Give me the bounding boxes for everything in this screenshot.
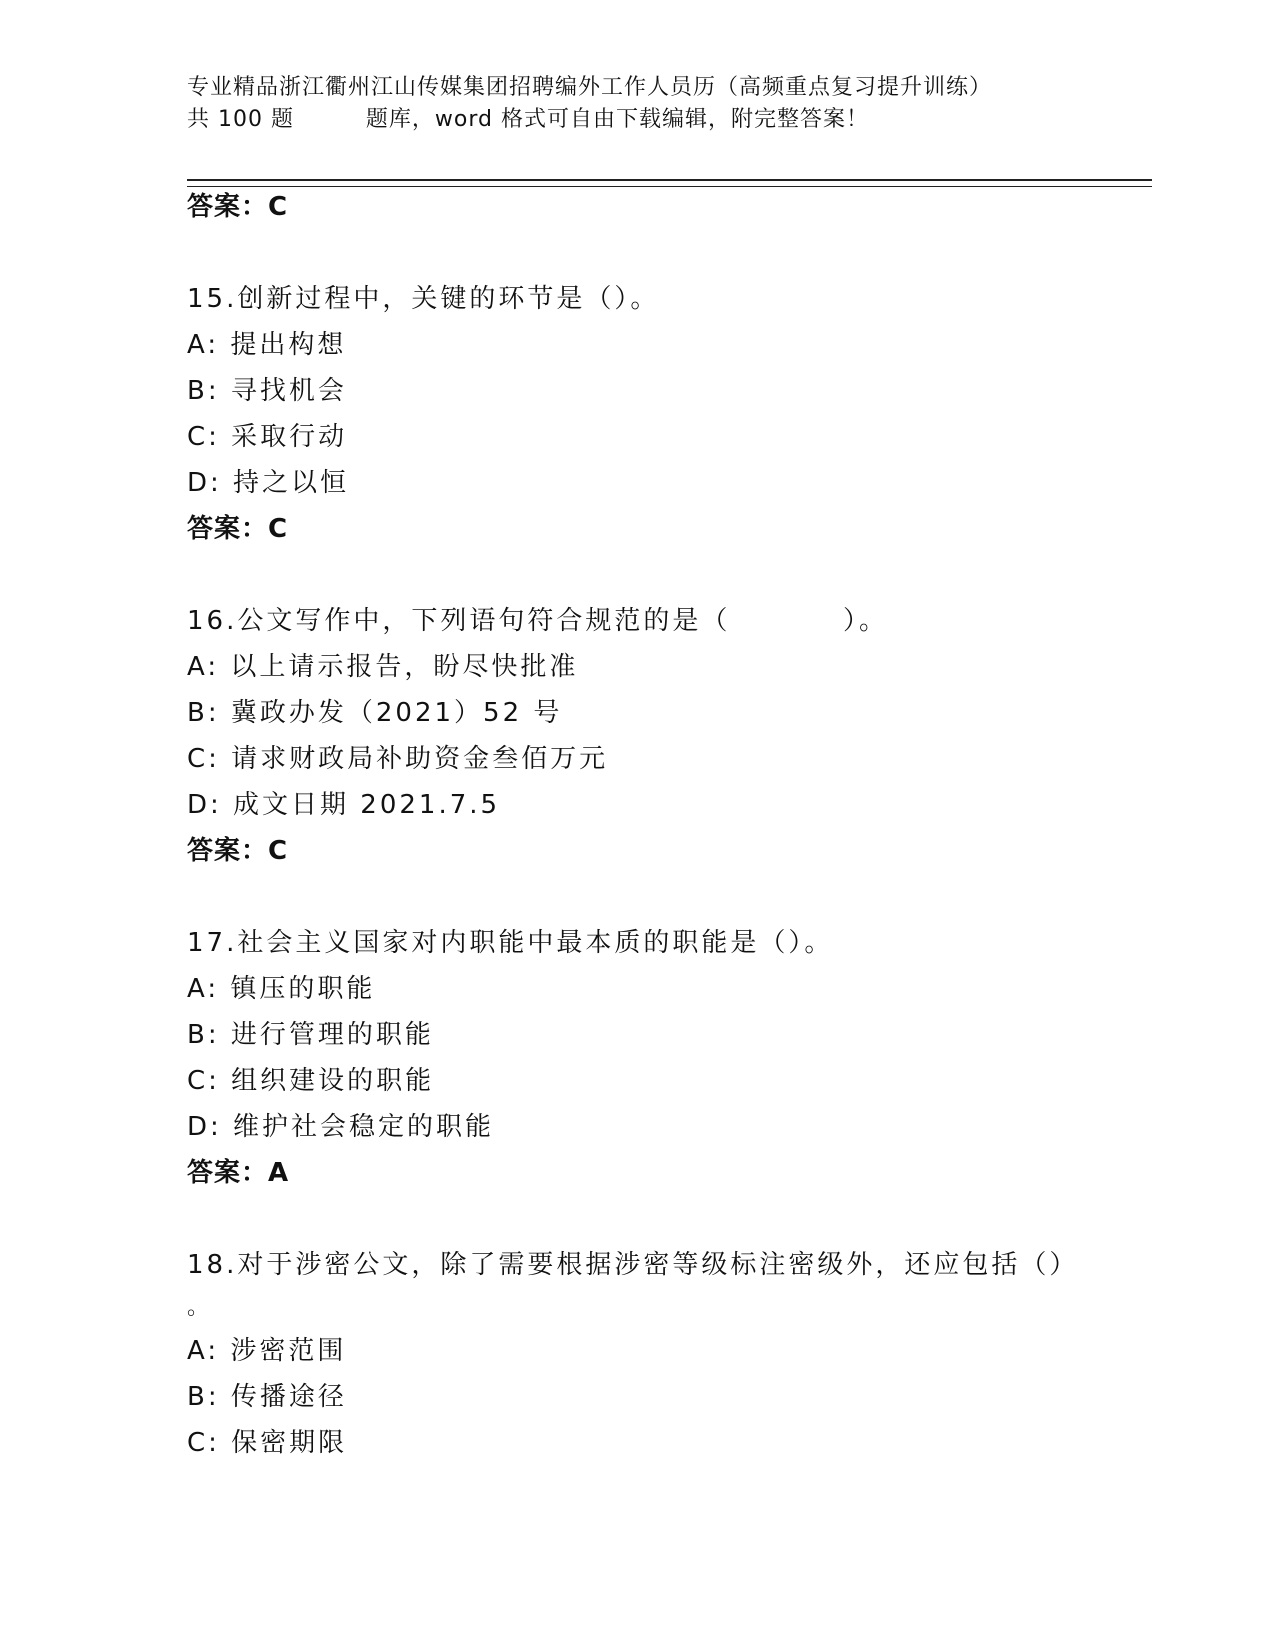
question-block: [187, 1242, 1152, 1466]
option-c: C: 请求财政局补助资金叁佰万元: [187, 744, 609, 774]
question-text: 18.对于涉密公文，除了需要根据涉密等级标注密级外，还应包括（）: [187, 1250, 1079, 1280]
answer-line: 答案：A: [187, 1158, 290, 1188]
option-c: C: 保密期限: [187, 1428, 348, 1458]
answer-line: 答案：C: [187, 836, 289, 866]
header-subtitle-line: 共 100 题 题库，word 格式可自由下载编辑，附完整答案！: [187, 107, 869, 132]
option-b: B: 寻找机会: [187, 376, 347, 406]
spacer: [187, 552, 1152, 598]
option-a: A: 以上请示报告，盼尽快批准: [187, 652, 579, 682]
option-d: D: 维护社会稳定的职能: [187, 1112, 495, 1142]
option-d: D: 持之以恒: [187, 468, 350, 498]
question-continuation: 。: [187, 1295, 210, 1320]
answer-line: 答案：C: [187, 192, 289, 222]
option-a: A: 镇压的职能: [187, 974, 376, 1004]
question-text: 17.社会主义国家对内职能中最本质的职能是（）。: [187, 928, 834, 958]
option-c: C: 采取行动: [187, 422, 348, 452]
option-b: B: 冀政办发（2021）52 号: [187, 698, 563, 728]
question-text: 16.公文写作中，下列语句符合规范的是（ ）。: [187, 606, 888, 636]
page-header: [187, 72, 1087, 136]
answer-line: 答案：C: [187, 514, 289, 544]
option-a: A: 涉密范围: [187, 1336, 347, 1366]
option-b: B: 传播途径: [187, 1382, 347, 1412]
spacer: [187, 1196, 1152, 1242]
spacer: [187, 230, 1152, 276]
option-d: D: 成文日期 2021.7.5: [187, 790, 501, 820]
question-text: 15.创新过程中，关键的环节是（）。: [187, 284, 660, 314]
spacer: [187, 874, 1152, 920]
document-body: [187, 184, 1152, 1466]
question-block: [187, 598, 1152, 874]
header-title-line: 专业精品浙江衢州江山传媒集团招聘编外工作人员历（高频重点复习提升训练）: [187, 75, 993, 100]
option-a: A: 提出构想: [187, 330, 347, 360]
question-block: [187, 920, 1152, 1196]
option-c: C: 组织建设的职能: [187, 1066, 435, 1096]
option-b: B: 进行管理的职能: [187, 1020, 434, 1050]
question-block: [187, 276, 1152, 552]
